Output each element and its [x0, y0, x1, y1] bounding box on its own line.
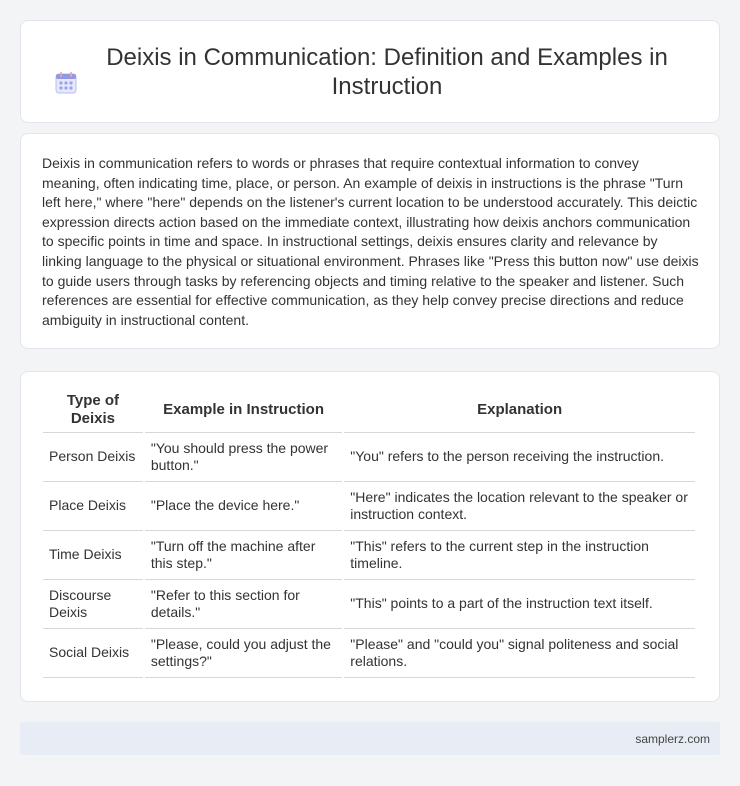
table-cell: "Here" indicates the location relevant to the speaker or instruction context.	[344, 482, 695, 531]
table-cell: "Place the device here."	[145, 482, 342, 531]
table-row	[43, 580, 695, 629]
table-cell: "You should press the power button."	[145, 433, 342, 482]
table-row	[43, 531, 695, 580]
table-cell: "Please" and "could you" signal politeness and social relations.	[344, 629, 695, 678]
table-cell: "You" refers to the person receiving the instruction.	[344, 433, 695, 482]
page-title: Deixis in Communication: Definition and Examples in Instruction	[106, 43, 668, 100]
footer	[20, 722, 720, 755]
footer-site-link[interactable]: samplerz.com	[635, 731, 710, 746]
table-row	[43, 433, 695, 482]
table-row	[43, 482, 695, 531]
deixis-table	[41, 392, 697, 678]
table-cell: Person Deixis	[43, 433, 143, 482]
title-wrap	[50, 43, 690, 101]
table-cell: Time Deixis	[43, 531, 143, 580]
table-cell: Place Deixis	[43, 482, 143, 531]
table-cell: Social Deixis	[43, 629, 143, 678]
table-card	[20, 371, 720, 702]
column-header: Explanation	[344, 392, 695, 433]
table-header-row	[43, 392, 695, 433]
title-card	[20, 20, 720, 123]
table-cell: "This" points to a part of the instruction text itself.	[344, 580, 695, 629]
intro-paragraph: Deixis in communication refers to words or phrases that require contextual information to convey meaning, often indicating time, place, or person. An example of deixis in instructions is the phrase "Turn left here," where "here" depends on the listener's current location to be understood accurately. This deictic expression directs action based on the immediate context, illustrating how deixis anchors communication to specific points in time and space. In instructional settings, deixis ensures clarity and relevance by linking language to the physical or situational environment. Phrases like "Press this button now" use deixis to guide users through tasks by referencing objects and timing relative to the speaker and listener. Such references are essential for effective communication, as they help convey precise directions and reduce ambiguity in instructional content.	[42, 155, 699, 328]
column-header: Example in Instruction	[145, 392, 342, 433]
table-cell: "Refer to this section for details."	[145, 580, 342, 629]
intro-card	[20, 133, 720, 349]
table-cell: "Turn off the machine after this step."	[145, 531, 342, 580]
table-cell: "This" refers to the current step in the instruction timeline.	[344, 531, 695, 580]
column-header: Type of Deixis	[43, 392, 143, 433]
calendar-icon	[53, 70, 79, 96]
table-row	[43, 629, 695, 678]
table-cell: "Please, could you adjust the settings?"	[145, 629, 342, 678]
table-cell: Discourse Deixis	[43, 580, 143, 629]
